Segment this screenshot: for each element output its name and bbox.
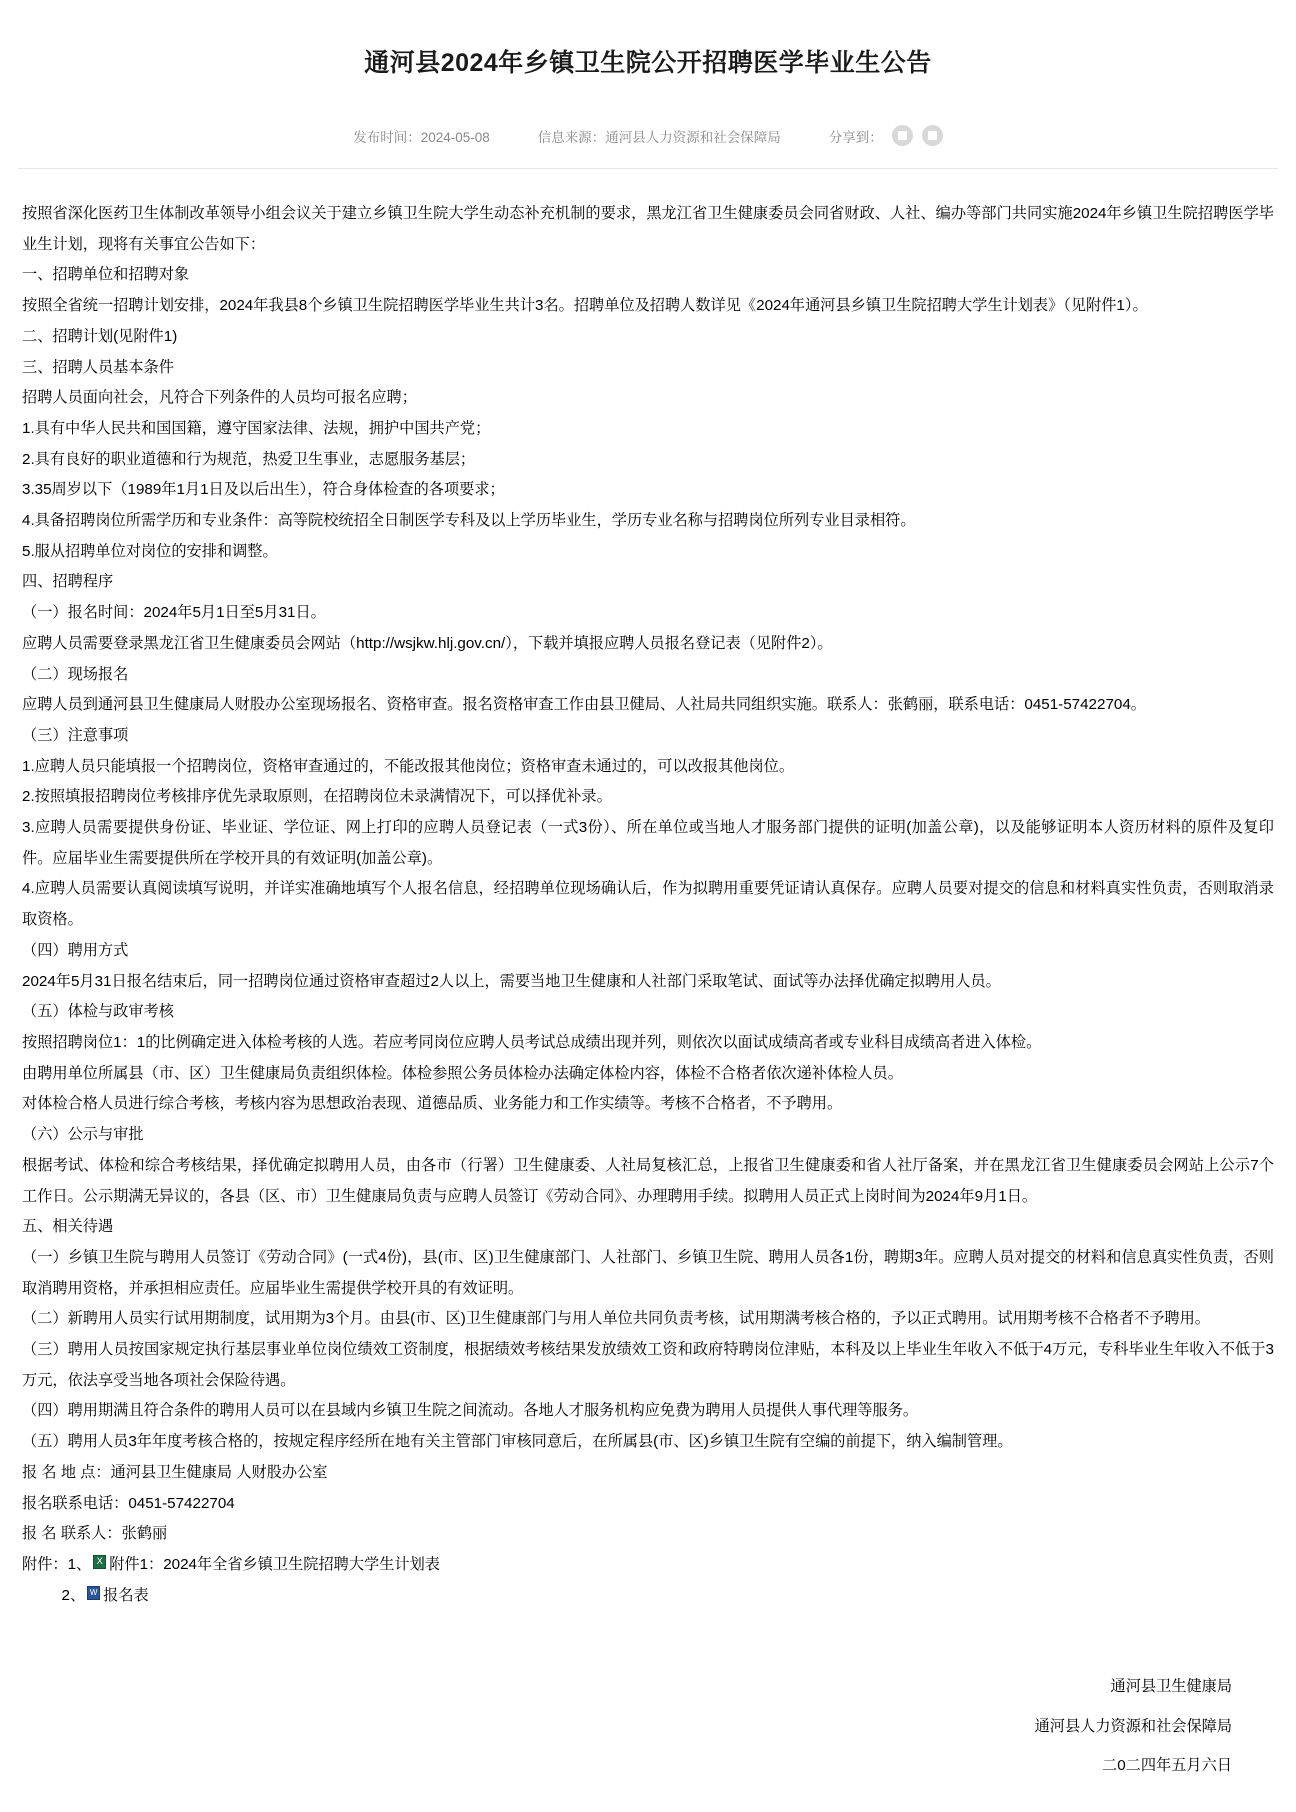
page-title: 通河县2024年乡镇卫生院公开招聘医学毕业生公告 (364, 48, 932, 77)
signature-block (0, 1621, 1296, 1786)
paragraph: 四、招聘程序 (22, 573, 114, 591)
paragraph: 2.按照填报招聘岗位考核排序优先录取原则，在招聘岗位未录满情况下，可以择优补录。 (22, 788, 612, 806)
paragraph: 3.35周岁以下（1989年1月1日及以后出生），符合身体检查的各项要求； (22, 481, 505, 499)
share-group (829, 125, 943, 146)
paragraph: 五、相关待遇 (22, 1218, 114, 1236)
share-icon-1[interactable] (892, 125, 913, 146)
paragraph: （三）聘用人员按国家规定执行基层事业单位岗位绩效工资制度，根据绩效考核结果发放绩效工资和政府特聘岗位津贴，本科及以上毕业生年收入不低于4万元，专科毕业生年收入不低于3万元，依法享受当地各项社会保险待遇。 (22, 1341, 1274, 1389)
attachment-line-1 (22, 1550, 1274, 1581)
paragraph: （一）乡镇卫生院与聘用人员签订《劳动合同》(一式4份)，县(市、区)卫生健康部门、人社部门、乡镇卫生院、聘用人员各1份，聘期3年。应聘人员对提交的材料和信息真实性负责，否则取消聘用资格，并承担相应责任。应届毕业生需提供学校开具的有效证明。 (22, 1248, 1274, 1297)
signature-org-1: 通河县卫生健康局 (1110, 1678, 1232, 1696)
paragraph: （三）注意事项 (22, 726, 129, 744)
paragraph: 由聘用单位所属县（市、区）卫生健康局负责组织体检。体检参照公务员体检办法确定体检内容，体检不合格者依次递补体检人员。 (22, 1064, 903, 1082)
contact-phone: 报名联系电话：0451-57422704 (22, 1494, 235, 1512)
paragraph: 一、招聘单位和招聘对象 (22, 266, 190, 284)
paragraph: 按照全省统一招聘计划安排，2024年我县8个乡镇卫生院招聘医学毕业生共计3名。招聘单位及招聘人数详见《2024年通河县乡镇卫生院招聘大学生计划表》（见附件1）。 (22, 297, 1148, 315)
paragraph: 应聘人员需要登录黑龙江省卫生健康委员会网站（http://wsjkw.hlj.gov.cn/），下载并填报应聘人员报名登记表（见附件2）。 (22, 634, 833, 652)
paragraph: 应聘人员到通河县卫生健康局人财股办公室现场报名、资格审查。报名资格审查工作由县卫健局、人社局共同组织实施。联系人：张鹤丽，联系电话：0451-57422704。 (22, 696, 1146, 714)
attachment-line-2 (22, 1581, 1274, 1612)
document-body (0, 169, 1296, 1621)
attachment-link-1[interactable]: 附件1：2024年全省乡镇卫生院招聘大学生计划表 (109, 1555, 440, 1573)
paragraph: 1.应聘人员只能填报一个招聘岗位，资格审查通过的，不能改报其他岗位；资格审查未通过的，可以改报其他岗位。 (22, 757, 795, 775)
paragraph: 3.应聘人员需要提供身份证、毕业证、学位证、网上打印的应聘人员登记表（一式3份）、所在单位或当地人才服务部门提供的证明(加盖公章)，以及能够证明本人资历材料的原件及复印件。应届毕业生需要提供所在学校开具的有效证明(加盖公章)。 (22, 819, 1274, 867)
meta-bar (0, 99, 1296, 146)
share-icon-2[interactable] (922, 125, 943, 146)
share-glyph (928, 131, 937, 140)
excel-file-icon (93, 1555, 106, 1569)
paragraph: 按照招聘岗位1：1的比例确定进入体检考核的人选。若应考同岗位应聘人员考试总成绩出现并列，则依次以面试成绩高者或专业科目成绩高者进入体检。 (22, 1033, 1042, 1051)
paragraph: 对体检合格人员进行综合考核，考核内容为思想政治表现、道德品质、业务能力和工作实绩等。考核不合格者，不予聘用。 (22, 1095, 843, 1113)
paragraph: 4.应聘人员需要认真阅读填写说明，并详实准确地填写个人报名信息，经招聘单位现场确认后，作为拟聘用重要凭证请认真保存。应聘人员要对提交的信息和材料真实性负责，否则取消录取资格。 (22, 880, 1274, 929)
paragraph: 2024年5月31日报名结束后，同一招聘岗位通过资格审查超过2人以上，需要当地卫生健康和人社部门采取笔试、面试等办法择优确定拟聘用人员。 (22, 972, 1001, 990)
paragraph: 三、招聘人员基本条件 (22, 358, 174, 376)
signature-org-2: 通河县人力资源和社会保障局 (1034, 1717, 1232, 1735)
share-glyph (898, 131, 907, 140)
attachment-index-2: 2、 (61, 1586, 86, 1604)
document-page (0, 17, 1296, 1812)
paragraph: （四）聘用方式 (22, 941, 129, 959)
paragraph: 5.服从招聘单位对岗位的安排和调整。 (22, 542, 278, 560)
paragraph: 根据考试、体检和综合考核结果，择优确定拟聘用人员，由各市（行署）卫生健康委、人社局复核汇总，上报省卫生健康委和省人社厅备案，并在黑龙江省卫生健康委员会网站上公示7个工作日。公示期满无异议的，各县（区、市）卫生健康局负责与应聘人员签订《劳动合同》、办理聘用手续。拟聘用人员正式上岗时间为2024年9月1日。 (22, 1156, 1274, 1205)
paragraph: 1.具有中华人民共和国国籍，遵守国家法律、法规，拥护中国共产党； (22, 419, 491, 437)
paragraph: 按照省深化医药卫生体制改革领导小组会议关于建立乡镇卫生院大学生动态补充机制的要求，黑龙江省卫生健康委员会同省财政、人社、编办等部门共同实施2024年乡镇卫生院招聘医学毕业生计划，现将有关事宜公告如下： (22, 205, 1274, 253)
signature-date: 二0二四年五月六日 (1102, 1757, 1232, 1775)
contact-person: 报 名 联系人：张鹤丽 (22, 1525, 168, 1543)
paragraph: 二、招聘计划(见附件1) (22, 327, 178, 345)
paragraph: （二）现场报名 (22, 665, 129, 683)
paragraph: （六）公示与审批 (22, 1126, 144, 1144)
paragraph: 2.具有良好的职业道德和行为规范，热爱卫生事业，志愿服务基层； (22, 450, 476, 468)
paragraph: （四）聘用期满且符合条件的聘用人员可以在县域内乡镇卫生院之间流动。各地人才服务机构应免费为聘用人员提供人事代理等服务。 (22, 1402, 919, 1420)
publish-time: 发布时间：2024-05-08 (353, 129, 490, 145)
paragraph: （五）聘用人员3年年度考核合格的，按规定程序经所在地有关主管部门审核同意后，在所属县(市、区)乡镇卫生院有空编的前提下，纳入编制管理。 (22, 1433, 1013, 1451)
paragraph: （五）体检与政审考核 (22, 1003, 174, 1021)
attachment-label: 附件：1、 (22, 1555, 92, 1573)
bottom-spacer (0, 1786, 1296, 1812)
paragraph: （二）新聘用人员实行试用期制度，试用期为3个月。由县(市、区)卫生健康部门与用人单位共同负责考核，试用期满考核合格的，予以正式聘用。试用期考核不合格者不予聘用。 (22, 1310, 1210, 1328)
word-file-icon (87, 1586, 100, 1600)
paragraph: 4.具备招聘岗位所需学历和专业条件：高等院校统招全日制医学专科及以上学历毕业生，学历专业名称与招聘岗位所列专业目录相符。 (22, 512, 916, 530)
paragraph: 招聘人员面向社会，凡符合下列条件的人员均可报名应聘； (22, 389, 417, 407)
share-label: 分享到： (828, 129, 883, 145)
source-info: 信息来源：通河县人力资源和社会保障局 (537, 129, 781, 145)
paragraph: （一）报名时间：2024年5月1日至5月31日。 (22, 604, 326, 622)
attachment-link-2[interactable]: 报名表 (103, 1586, 149, 1604)
contact-location: 报 名 地 点：通河县卫生健康局 人财股办公室 (22, 1463, 328, 1481)
